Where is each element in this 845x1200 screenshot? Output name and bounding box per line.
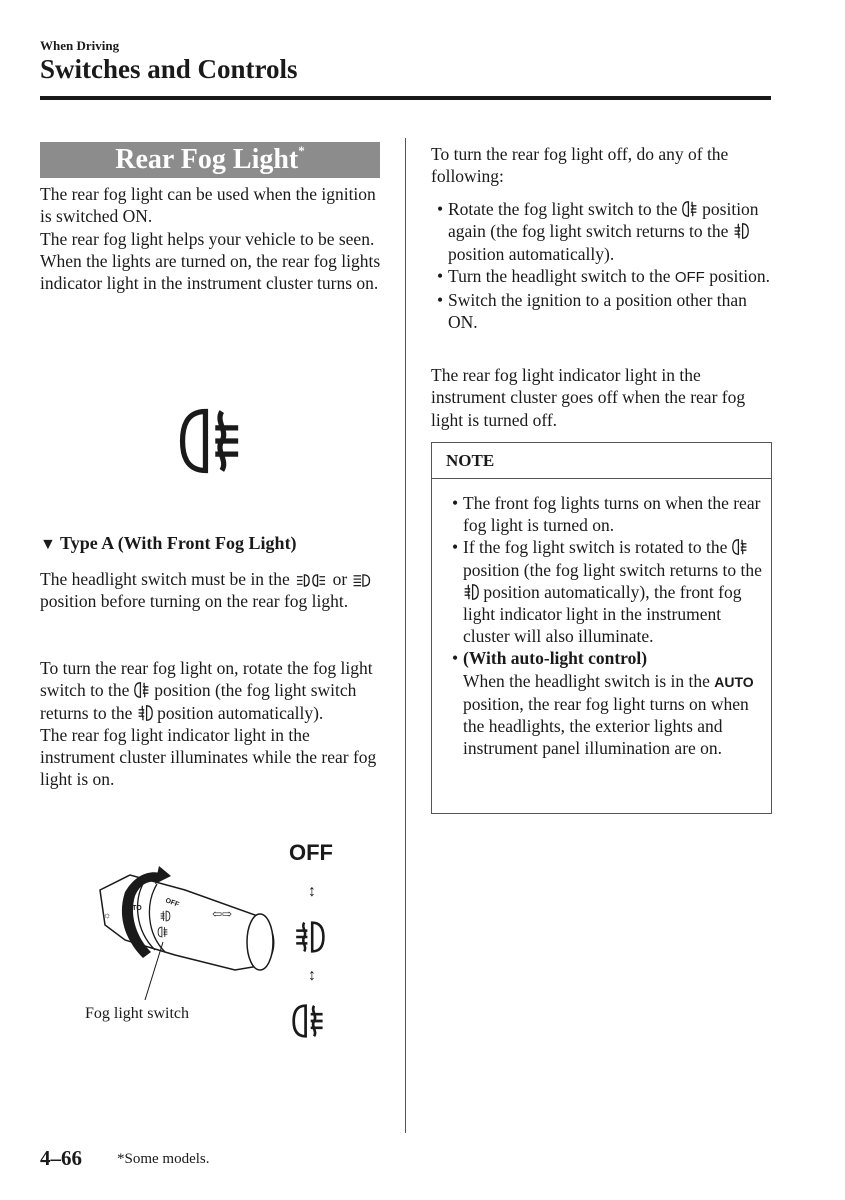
n1-text: The front fog lights turns on when the rear fog light is turned on. — [463, 493, 761, 536]
b1-text-a: Rotate the fog light switch to the — [448, 199, 678, 219]
list-item: • Rotate the fog light switch to the position again (the fog light switch returns to the position automatically). — [437, 199, 759, 264]
svg-text:☼: ☼ — [103, 910, 112, 920]
right-intro: To turn the rear fog light off, do any of the following: — [431, 144, 729, 187]
intro-text — [40, 183, 385, 294]
subheading — [40, 533, 297, 554]
double-arrow-icon: ↕ — [308, 883, 316, 900]
front-fog-light-icon — [463, 583, 479, 601]
list-item: • Turn the headlight switch to the OFF position. — [437, 265, 770, 286]
p1-text-c: position before turning on the rear fog light. — [40, 591, 349, 612]
intro-line-1: The rear fog light can be used when the ignition is switched ON. — [40, 184, 376, 227]
rear-fog-light-icon — [732, 538, 748, 556]
paragraph-2 — [40, 657, 385, 791]
p2-text-c: position automatically). — [157, 702, 324, 723]
note-list — [446, 492, 766, 759]
off-inline-label: OFF — [674, 268, 705, 286]
p1-text-b: or — [332, 569, 348, 589]
note-title: NOTE — [432, 443, 771, 479]
column-divider — [405, 138, 406, 1133]
parking-light-icon — [294, 573, 328, 588]
n2-text-a: If the fog light switch is rotated to the — [463, 537, 728, 558]
off-position-label: OFF — [289, 840, 333, 865]
n2-text-c: position automatically), the front fog light indicator light in the instrument cluster will also illuminate. — [463, 581, 742, 647]
auto-inline-label: AUTO — [714, 673, 754, 690]
intro-line-3: When the lights are turned on, the rear fog lights indicator light in the instrument cluster turns on. — [40, 250, 381, 294]
list-item: • If the fog light switch is rotated to the position (the fog light switch returns to the position automatically), the front fog light indicator light in the instrument cluster will also illuminate. — [452, 537, 762, 647]
footnote: *Some models. — [117, 1151, 210, 1167]
b1-text-b: position again (the fog light switch returns to the — [448, 199, 759, 242]
rear-fog-light-icon — [174, 405, 250, 477]
auto-label: AUTO — [122, 905, 142, 912]
n3-title: (With auto-light control) — [463, 648, 648, 669]
section-heading — [40, 142, 380, 178]
n3-text-a: When the headlight switch is in the — [463, 670, 710, 691]
front-fog-light-icon — [137, 704, 153, 722]
n3-text-b: position, the rear fog light turns on when the headlights, the exterior lights and instrument panel illumination are on. — [463, 693, 749, 759]
list-item: • Switch the ignition to a position other than ON. — [437, 290, 747, 333]
list-item: • (With auto-light control) When the headlight switch is in the AUTO position, the rear fog light turns on when the headlights, the exterior lights and instrument panel illumination are on. — [446, 647, 766, 759]
rear-fog-light-icon — [682, 200, 698, 218]
figure-caption: Fog light switch — [85, 1005, 190, 1022]
n2-text-b: position (the fog light switch returns to the — [463, 559, 762, 580]
svg-text:⇦⇨: ⇦⇨ — [212, 907, 233, 921]
b2-text-b: position. — [709, 265, 770, 286]
front-fog-light-icon — [733, 222, 749, 240]
paragraph-1 — [40, 568, 385, 613]
p2-text-a: To turn the rear fog light on, rotate the fog light switch to the — [40, 658, 373, 701]
p1-text-a: The headlight switch must be in the — [40, 569, 290, 589]
p2-text-b: position (the fog light switch returns to the — [40, 680, 357, 723]
triangle-down-icon: ▼ — [40, 536, 56, 553]
rear-fog-light-icon — [292, 1002, 326, 1040]
list-item: • The front fog lights turns on when the rear fog light is turned on. — [452, 493, 761, 536]
stalk-off-label: OFF — [164, 897, 180, 909]
right-after-text: The rear fog light indicator light in the instrument cluster goes off when the rear fog light is turned off. — [431, 365, 746, 430]
subheading-text: Type A (With Front Fog Light) — [60, 533, 297, 553]
page-number: 4–66 — [40, 1146, 82, 1170]
title-divider — [40, 96, 771, 100]
section-heading-text: Rear Fog Light — [115, 144, 299, 175]
rear-fog-light-icon — [134, 681, 150, 699]
off-methods-list — [431, 198, 776, 334]
b3-text: Switch the ignition to a position other than ON. — [448, 290, 747, 333]
headlight-switch-illustration — [85, 860, 285, 1000]
b1-text-c: position automatically). — [448, 243, 615, 264]
page-title: Switches and Controls — [40, 54, 298, 84]
intro-line-2: The rear fog light helps your vehicle to be seen. — [40, 228, 375, 249]
note-box — [431, 442, 772, 814]
front-fog-light-icon — [293, 919, 325, 955]
paragraph-3: The rear fog light indicator light in the instrument cluster illuminates while the rear fog light is on. — [40, 724, 377, 790]
footnote-mark: * — [298, 143, 305, 158]
section-label: When Driving — [40, 38, 120, 53]
headlight-icon — [352, 573, 372, 588]
b2-text-a: Turn the headlight switch to the — [448, 265, 671, 286]
double-arrow-icon: ↕ — [308, 967, 316, 984]
